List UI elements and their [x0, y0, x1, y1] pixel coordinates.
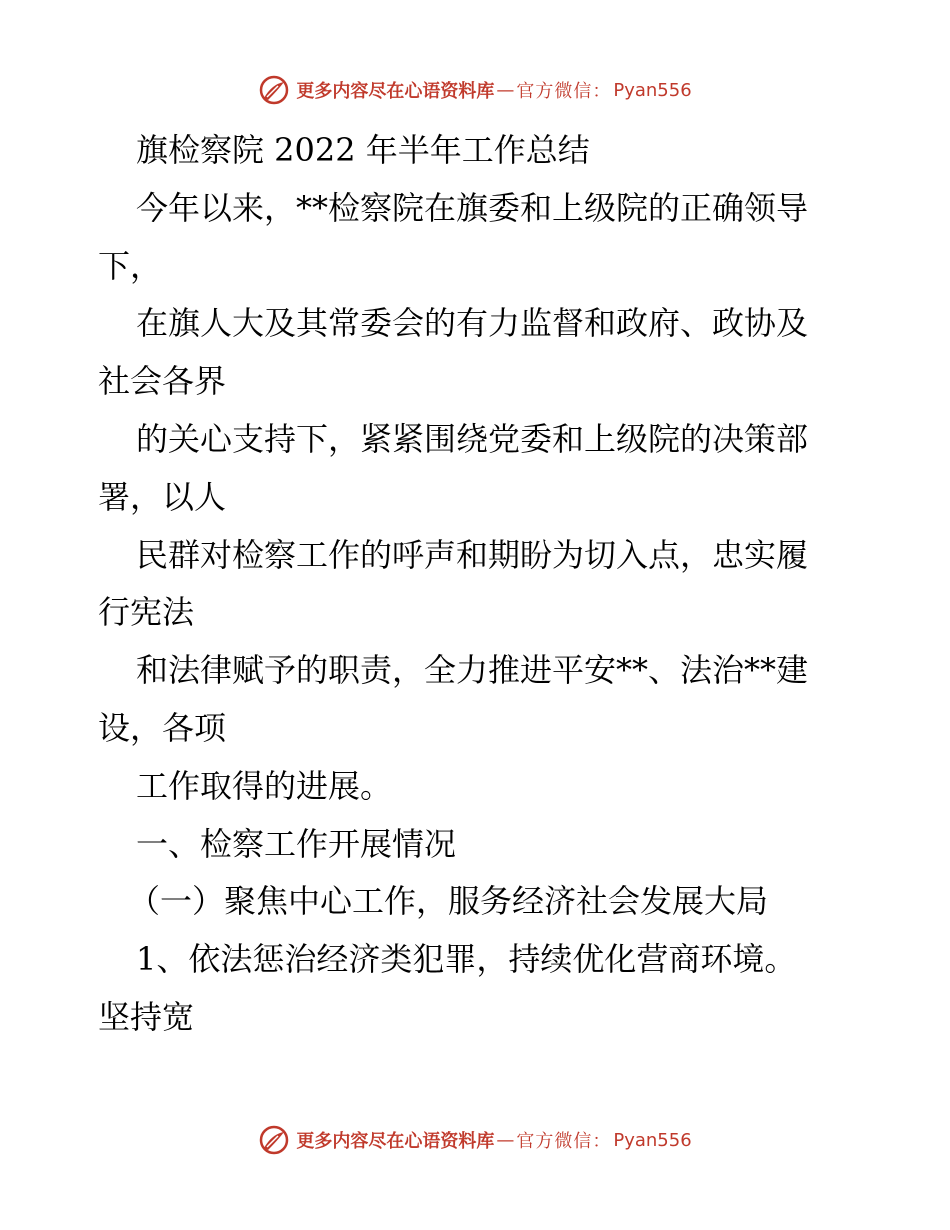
pen-logo-icon: [258, 1124, 290, 1156]
banner-wechat-label: 官方微信：: [516, 81, 612, 102]
text-line: （一）聚焦中心工作，服务经济社会发展大局: [128, 882, 769, 921]
banner-dash: —: [496, 79, 515, 101]
header-banner: [0, 70, 950, 110]
text-line: 和法律赋予的职责，全力推进平安**、法治**建: [136, 651, 809, 690]
banner-wechat-label: 官方微信：: [516, 1131, 612, 1152]
text-line: 社会各界: [98, 362, 227, 401]
pen-logo-icon: [258, 74, 290, 106]
banner-main-text: 更多内容尽在心语资料库: [296, 81, 495, 102]
text-line: 民群对检察工作的呼声和期盼为切入点，忠实履: [136, 535, 809, 574]
text-line: 一、检察工作开展情况: [136, 824, 457, 863]
text-line: 今年以来，**检察院在旗委和上级院的正确领导: [136, 188, 809, 227]
text-line: 的关心支持下，紧紧围绕党委和上级院的决策部: [136, 419, 809, 458]
text-line: 在旗人大及其常委会的有力监督和政府、政协及: [136, 304, 809, 343]
text-line: 署，以人: [98, 477, 227, 516]
text-line: 1、依法惩治经济类犯罪，持续优化营商环境。: [136, 940, 797, 979]
text-line: 下，: [98, 246, 163, 285]
text-line: 设，各项: [98, 708, 227, 747]
banner-dash: —: [496, 1129, 515, 1151]
banner-wechat-id: Pyan556: [613, 1129, 692, 1151]
footer-banner: [0, 1120, 950, 1160]
text-line: 旗检察院 2022 年半年工作总结: [136, 131, 590, 169]
banner-wechat-id: Pyan556: [613, 79, 692, 101]
text-line: 坚持宽: [98, 997, 195, 1036]
text-line: 行宪法: [98, 593, 195, 632]
banner-main-text: 更多内容尽在心语资料库: [296, 1131, 495, 1152]
text-line: 工作取得的进展。: [136, 766, 393, 805]
document-body: [98, 122, 858, 1047]
